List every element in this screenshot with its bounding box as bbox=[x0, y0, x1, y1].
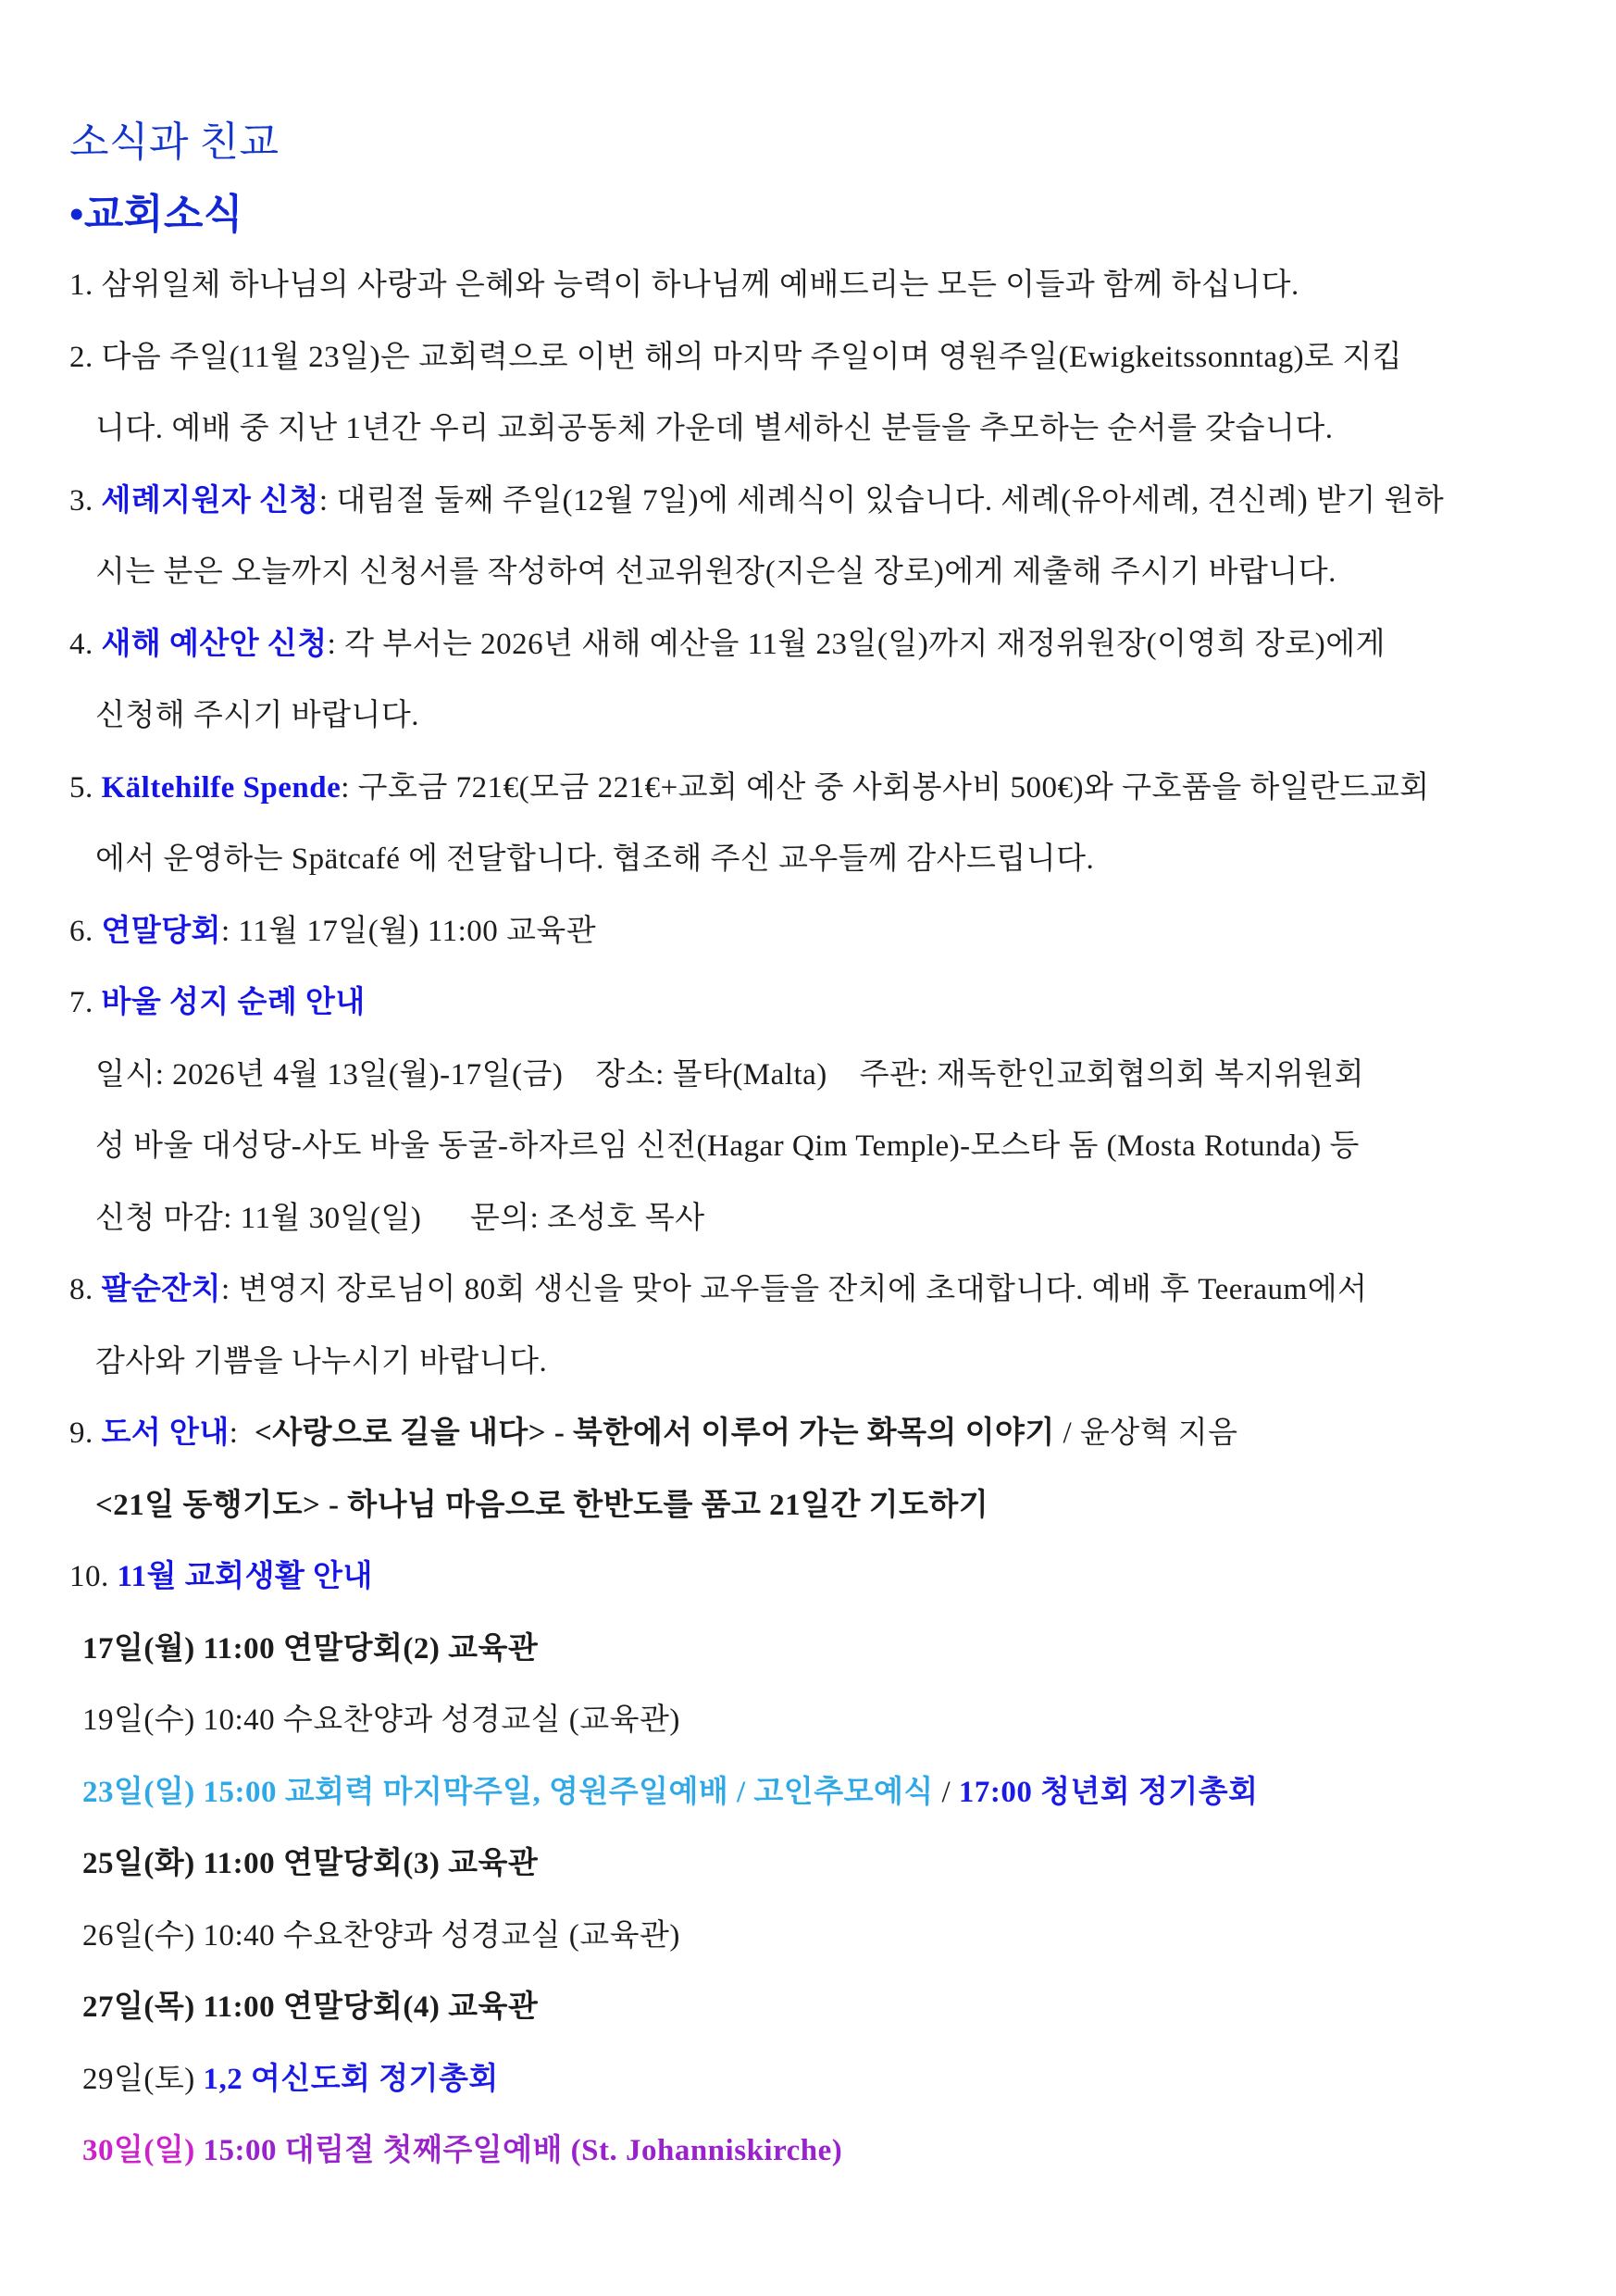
document-line bbox=[69, 106, 1579, 179]
text-segment-bold: <사랑으로 길을 내다> - 북한에서 이루어 가는 화목의 이야기 bbox=[254, 1416, 1055, 1450]
text-segment: 7. bbox=[69, 986, 102, 1019]
document-line bbox=[82, 1614, 1579, 1686]
text-segment: / 윤상혁 지음 bbox=[1054, 1416, 1238, 1450]
document-line bbox=[95, 1327, 1579, 1399]
document-line bbox=[69, 609, 1579, 681]
text-segment-bold: <21일 동행기도> - 하나님 마음으로 한반도를 품고 21일간 기도하기 bbox=[95, 1488, 989, 1522]
document-line bbox=[95, 1183, 1579, 1255]
text-segment: : 대림절 둘째 주일(12월 7일)에 세례식이 있습니다. 세례(유아세례, 견신례) 받기 원하 bbox=[318, 483, 1445, 518]
document-line bbox=[82, 2115, 1579, 2188]
text-segment: / bbox=[933, 1775, 959, 1809]
section-heading: •교회소식 bbox=[69, 191, 243, 237]
document-line bbox=[82, 1757, 1579, 1829]
document-line bbox=[69, 1254, 1579, 1327]
text-segment: : 11월 17일(월) 11:00 교육관 bbox=[221, 914, 597, 948]
schedule-highlight-blue: 1,2 여신도회 정기총회 bbox=[203, 2062, 499, 2096]
item-label: 연말당회 bbox=[101, 914, 222, 948]
document-line bbox=[82, 2044, 1579, 2116]
text-segment: 에서 운영하는 Spätcafé 에 전달합니다. 협조해 주신 교우들께 감사드립니다. bbox=[95, 842, 1095, 876]
text-segment-bold: 27일(목) 11:00 연말당회(4) 교육관 bbox=[82, 1990, 539, 2024]
document-line bbox=[95, 393, 1579, 466]
text-segment: 니다. 예배 중 지난 1년간 우리 교회공동체 가운데 별세하신 분들을 추모하는 순서를 갖습니다. bbox=[95, 412, 1334, 445]
document-line bbox=[69, 1541, 1579, 1614]
item-label: 새해 예산안 신청 bbox=[101, 627, 328, 661]
text-segment: 신청 마감: 11월 30일(일) 문의: 조성호 목사 bbox=[95, 1201, 705, 1235]
text-segment-bold: 25일(화) 11:00 연말당회(3) 교육관 bbox=[82, 1847, 539, 1880]
text-segment: 5. bbox=[69, 770, 102, 805]
text-segment: 시는 분은 오늘까지 신청서를 작성하여 선교위원장(지은실 장로)에게 제출해 주시기 바랍니다. bbox=[95, 555, 1336, 589]
item-label: 팔순잔치 bbox=[101, 1273, 222, 1306]
document-line bbox=[69, 250, 1579, 322]
text-segment: : 구호금 721€(모금 221€+교회 예산 중 사회봉사비 500€)와 구호품을 하일란드교회 bbox=[341, 770, 1430, 805]
text-segment: 6. bbox=[69, 914, 102, 948]
text-segment: 1. 삼위일체 하나님의 사랑과 은혜와 능력이 하나님께 예배드리는 모든 이들과 함께 하십니다. bbox=[69, 268, 1299, 302]
schedule-highlight-cyan: 23일(일) 15:00 교회력 마지막주일, 영원주일예배 / 고인추모예식 bbox=[82, 1775, 934, 1809]
text-segment: 3. bbox=[69, 483, 102, 518]
text-segment: 9. bbox=[69, 1416, 102, 1450]
document-line bbox=[69, 967, 1579, 1040]
document-line bbox=[82, 1828, 1579, 1901]
text-segment: 신청해 주시기 바랍니다. bbox=[95, 699, 420, 732]
document-line bbox=[95, 824, 1579, 896]
schedule-highlight-magenta: 30일(일) bbox=[82, 2134, 195, 2167]
text-segment: 26일(수) 10:40 수요찬양과 성경교실 (교육관) bbox=[82, 1918, 680, 1953]
document-line bbox=[82, 1972, 1579, 2044]
document-line bbox=[95, 1111, 1579, 1183]
text-segment: 8. bbox=[69, 1273, 102, 1306]
text-segment: 감사와 기쁨을 나누시기 바랍니다. bbox=[95, 1344, 548, 1379]
document-line bbox=[95, 537, 1579, 609]
document-line bbox=[82, 1685, 1579, 1757]
document-line bbox=[82, 1901, 1579, 1973]
schedule-highlight-blue: 17:00 청년회 정기총회 bbox=[958, 1775, 1259, 1809]
item-label: 세례지원자 신청 bbox=[101, 483, 319, 518]
text-segment-bold: 17일(월) 11:00 연말당회(2) 교육관 bbox=[82, 1631, 539, 1666]
text-segment: 성 바울 대성당-사도 바울 동굴-하자르임 신전(Hagar Qim Temple)-모스타 돔 (Mosta Rotunda) 등 bbox=[95, 1129, 1360, 1163]
text-segment: : 각 부서는 2026년 새해 예산을 11월 23일(일)까지 재정위원장(이영희 장로)에게 bbox=[327, 627, 1386, 661]
text-segment: 4. bbox=[69, 627, 102, 661]
page-title: 소식과 친교 bbox=[69, 119, 280, 165]
item-label: 11월 교회생활 안내 bbox=[117, 1560, 373, 1593]
text-segment: 2. 다음 주일(11월 23일)은 교회력으로 이번 해의 마지막 주일이며 영원주일(Ewigkeitssonntag)로 지킵 bbox=[69, 340, 1402, 374]
item-label: 도서 안내 bbox=[101, 1416, 230, 1450]
item-label: Kältehilfe Spende bbox=[101, 770, 342, 805]
schedule-highlight-purple: 15:00 대림절 첫째주일예배 (St. Johanniskirche) bbox=[194, 2134, 843, 2167]
document-line bbox=[95, 1040, 1579, 1112]
text-segment: : bbox=[229, 1416, 255, 1450]
text-segment: 일시: 2026년 4월 13일(월)-17일(금) 장소: 몰타(Malta) 주관: 재독한인교회협의회 복지위원회 bbox=[95, 1057, 1364, 1092]
text-segment: 29일(토) bbox=[82, 2062, 204, 2096]
text-segment: 19일(수) 10:40 수요찬양과 성경교실 (교육관) bbox=[82, 1703, 680, 1737]
document-line bbox=[69, 466, 1579, 538]
document-line bbox=[69, 753, 1579, 825]
document-line bbox=[69, 179, 1579, 251]
text-segment: 10. bbox=[69, 1560, 118, 1593]
document-line bbox=[95, 1470, 1579, 1542]
document-line bbox=[69, 322, 1579, 394]
document-line bbox=[69, 1398, 1579, 1470]
text-segment: : 변영지 장로님이 80회 생신을 맞아 교우들을 잔치에 초대합니다. 예배 후 Teeraum에서 bbox=[221, 1273, 1368, 1306]
document-line bbox=[69, 896, 1579, 968]
item-label: 바울 성지 순례 안내 bbox=[101, 986, 366, 1019]
document-line bbox=[95, 680, 1579, 753]
